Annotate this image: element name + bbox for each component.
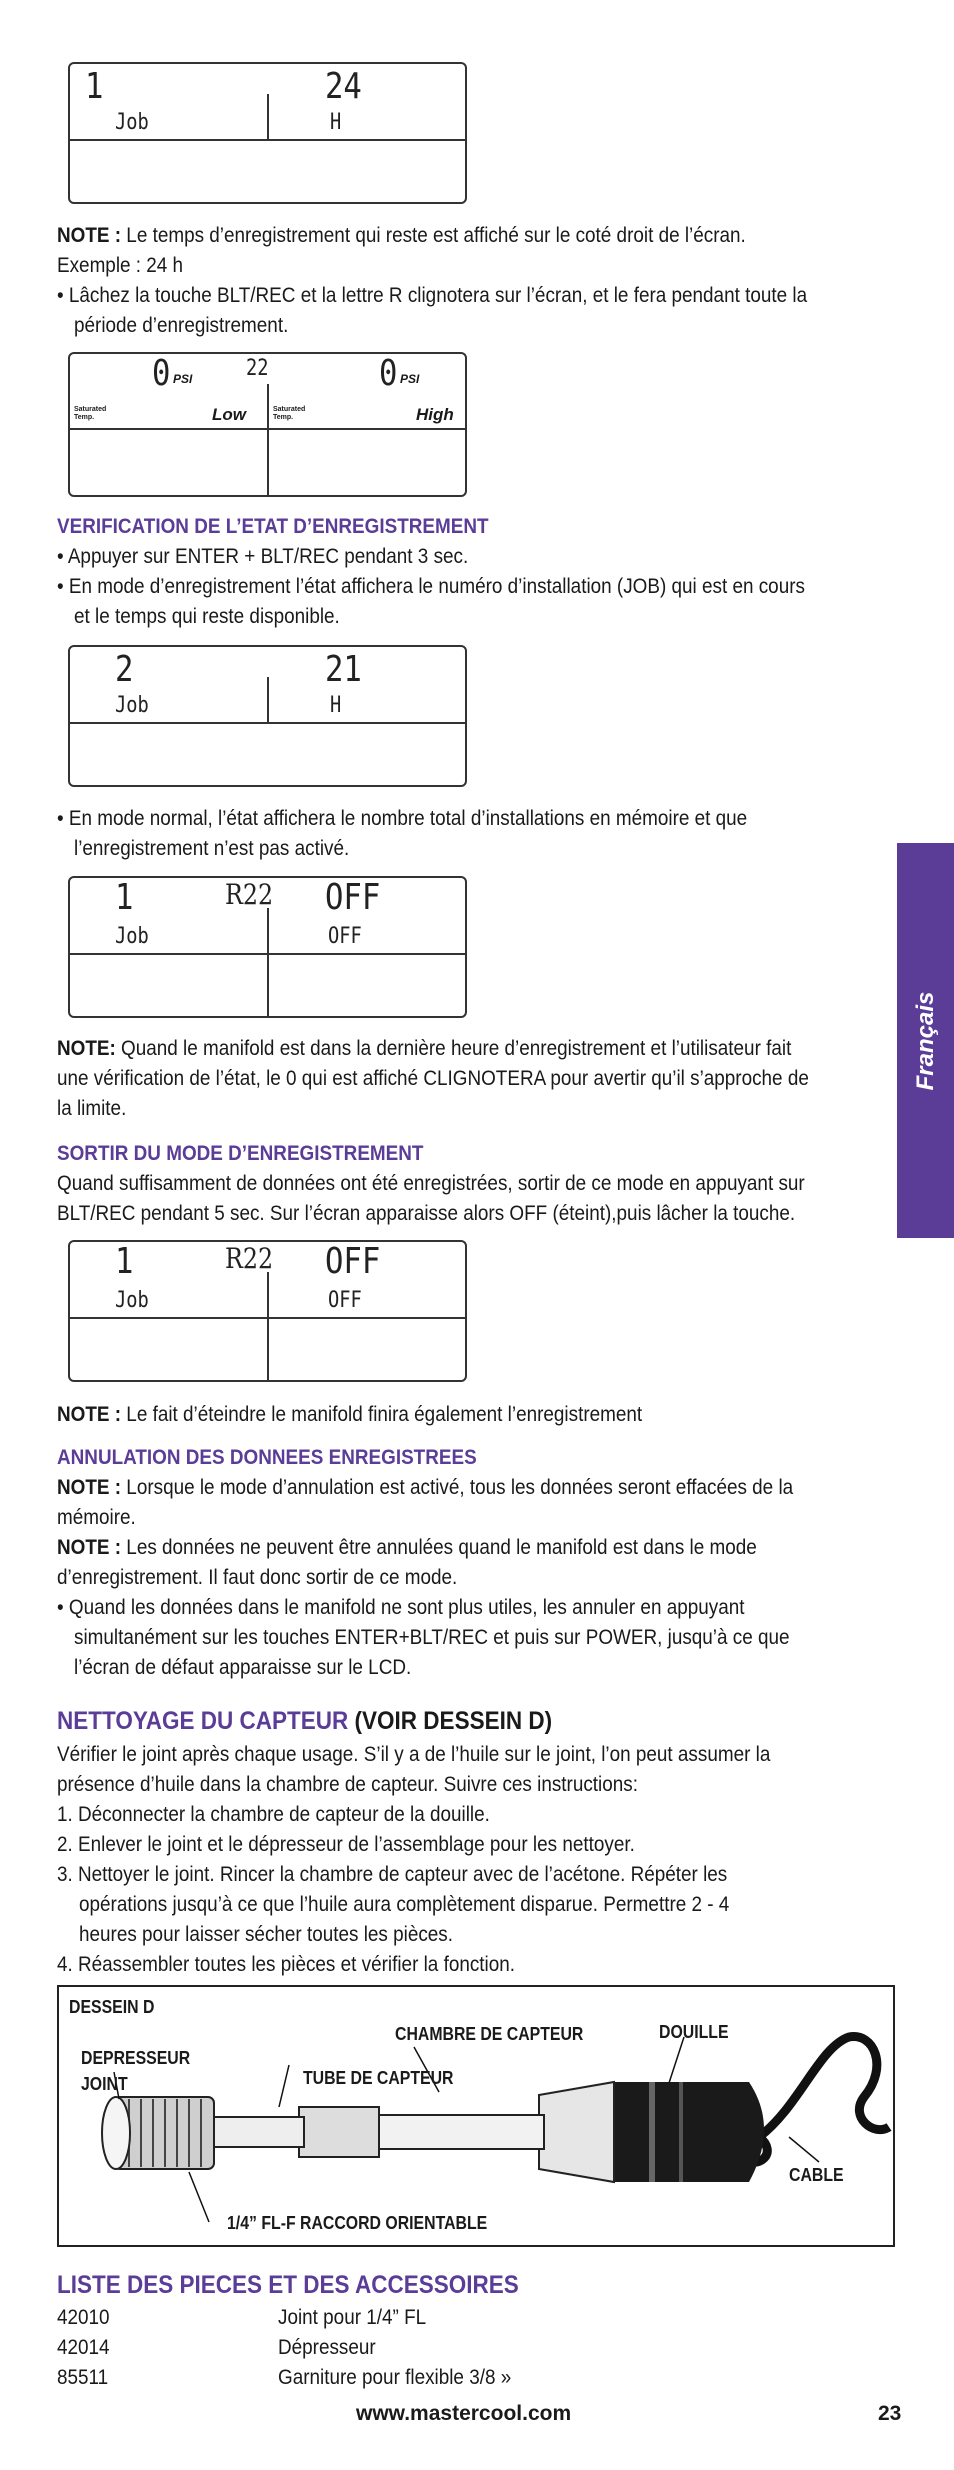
lcd-job-label: Job [115,693,149,718]
part-code: 42014 [57,2336,110,2359]
lcd-left-digit: 1 [115,877,134,918]
bullet-release-key: • Lâchez la touche BLT/REC et la lettre R clignotera sur l’écran, et le fera pendant toute la [57,284,808,307]
cleaning-step-3: 3. Nettoyer le joint. Rincer la chambre de capteur avec de l’acétone. Répéter les [57,1863,728,1886]
bullet-normal-mode-cont: l’enregistrement n’est pas activé. [74,837,350,860]
lcd-display-pressure [68,352,467,497]
label-joint: JOINT [81,2074,128,2094]
lcd-off-small: OFF [328,924,362,949]
bullet-release-key-cont: période d’enregistrement. [74,314,289,337]
label-tube: TUBE DE CAPTEUR [303,2068,454,2088]
cleaning-p1: Vérifier le joint après chaque usage. S’il y a de l’huile sur le joint, l’on peut assumer la [57,1743,771,1766]
lcd-high-pressure: 0 [379,353,398,394]
bullet-press-enter: • Appuyer sur ENTER + BLT/REC pendant 3 sec. [57,545,469,568]
footer-url[interactable]: www.mastercool.com [356,2402,572,2425]
cancel-note-2: NOTE : Les données ne peuvent être annulées quand le manifold est dans le mode [57,1536,757,1559]
cleaning-step-4: 4. Réassembler toutes les pièces et vérifier la fonction. [57,1953,516,1976]
low-label: Low [212,405,246,424]
high-label: High [416,405,454,424]
lcd-right-digits: 21 [325,649,362,690]
page-number: 23 [878,2402,902,2425]
lcd-unit-label: H [330,693,342,718]
lcd-display-job-time-2 [68,645,467,787]
note-last-hour-2: une vérification de l’état, le 0 qui est affiché CLIGNOTERA pour avertir qu’il s’approche de [57,1067,809,1090]
lcd-left-digit: 2 [115,649,134,690]
figure-dessein-d [57,1985,895,2247]
lcd-unit-label: H [330,110,342,135]
bullet-record-mode: • En mode d’enregistrement l’état affichera le numéro d’installation (JOB) qui est en cours [57,575,805,598]
saturated-label-high: Saturated Temp. [273,406,306,421]
example-text: Exemple : 24 h [57,254,184,277]
label-raccord: 1/4” FL-F RACCORD ORIENTABLE [227,2213,488,2233]
cleaning-step-1: 1. Déconnecter la chambre de capteur de la douille. [57,1803,490,1826]
note-turn-off: NOTE : Le fait d’éteindre le manifold finira également l’enregistrement [57,1403,643,1426]
section-title-parts: LISTE DES PIECES ET DES ACCESSOIRES [57,2271,519,2299]
lcd-refrigerant: R22 [225,878,274,911]
part-desc: Dépresseur [278,2336,376,2359]
cancel-note-2-cont: d’enregistrement. Il faut donc sortir de ce mode. [57,1566,458,1589]
lcd-job-label: Job [115,1288,149,1313]
psi-unit-low: PSI [173,372,193,386]
part-desc: Joint pour 1/4” FL [278,2306,427,2329]
lcd-refrigerant-number: 22 [246,356,269,381]
psi-unit-high: PSI [400,372,420,386]
lcd-off-big: OFF [325,877,381,918]
lcd-off-small: OFF [328,1288,362,1313]
lcd-left-digit: 1 [115,1241,134,1282]
lcd-right-digits: 24 [325,66,362,107]
cleaning-step-3-cont2: heures pour laisser sécher toutes les pièces. [79,1923,454,1946]
lcd-off-big: OFF [325,1241,381,1282]
label-cable: CABLE [789,2165,844,2185]
part-code: 85511 [57,2366,109,2389]
bullet-normal-mode: • En mode normal, l’état affichera le nombre total d’installations en mémoire et que [57,807,748,830]
section-title-cleaning: NETTOYAGE DU CAPTEUR (VOIR DESSEIN D) [57,1707,553,1735]
part-desc: Garniture pour flexible 3/8 » [278,2366,512,2389]
label-douille: DOUILLE [659,2022,729,2042]
cleaning-step-2: 2. Enlever le joint et le dépresseur de l’assemblage pour les nettoyer. [57,1833,635,1856]
lcd-left-digit: 1 [85,66,104,107]
figure-title: DESSEIN D [69,1997,155,2017]
cleaning-p2: présence d’huile dans la chambre de capteur. Suivre ces instructions: [57,1773,638,1796]
lcd-low-pressure: 0 [152,353,171,394]
lcd-display-job-time [68,62,467,204]
lcd-display-off-2 [68,1240,467,1382]
exit-text-2: BLT/REC pendant 5 sec. Sur l’écran apparaisse alors OFF (éteint),puis lâcher la touche. [57,1202,796,1225]
section-title-exit: SORTIR DU MODE D’ENREGISTREMENT [57,1142,424,1165]
cancel-bullet-2: simultanément sur les touches ENTER+BLT/REC et puis sur POWER, jusqu’à ce que [74,1626,790,1649]
saturated-label-low: Saturated Temp. [74,406,107,421]
lcd-display-off [68,876,467,1018]
language-label: Français [911,991,939,1090]
section-title-verification: VERIFICATION DE L’ETAT D’ENREGISTREMENT [57,515,489,538]
cancel-note-1-cont: mémoire. [57,1506,136,1529]
note-last-hour: NOTE: Quand le manifold est dans la dernière heure d’enregistrement et l’utilisateur fait [57,1037,792,1060]
lcd-job-label: Job [115,110,149,135]
note-time-remaining: NOTE : Le temps d’enregistrement qui reste est affiché sur le coté droit de l’écran. [57,224,746,247]
note-last-hour-3: la limite. [57,1097,127,1120]
language-side-tab [897,843,954,1238]
section-title-cancel: ANNULATION DES DONNEES ENREGISTREES [57,1446,477,1469]
exit-text-1: Quand suffisamment de données ont été enregistrées, sortir de ce mode en appuyant sur [57,1172,805,1195]
cancel-note-1: NOTE : Lorsque le mode d’annulation est activé, tous les données seront effacées de la [57,1476,794,1499]
label-chambre: CHAMBRE DE CAPTEUR [395,2024,584,2044]
cleaning-step-3-cont: opérations jusqu’à ce que l’huile aura complètement disparue. Permettre 2 - 4 [79,1893,730,1916]
label-depresseur: DEPRESSEUR [81,2048,191,2068]
lcd-refrigerant: R22 [225,1242,274,1275]
cancel-bullet: • Quand les données dans le manifold ne sont plus utiles, les annuler en appuyant [57,1596,745,1619]
cancel-bullet-3: l’écran de défaut apparaisse sur le LCD. [74,1656,412,1679]
part-code: 42010 [57,2306,110,2329]
bullet-record-mode-cont: et le temps qui reste disponible. [74,605,340,628]
lcd-job-label: Job [115,924,149,949]
